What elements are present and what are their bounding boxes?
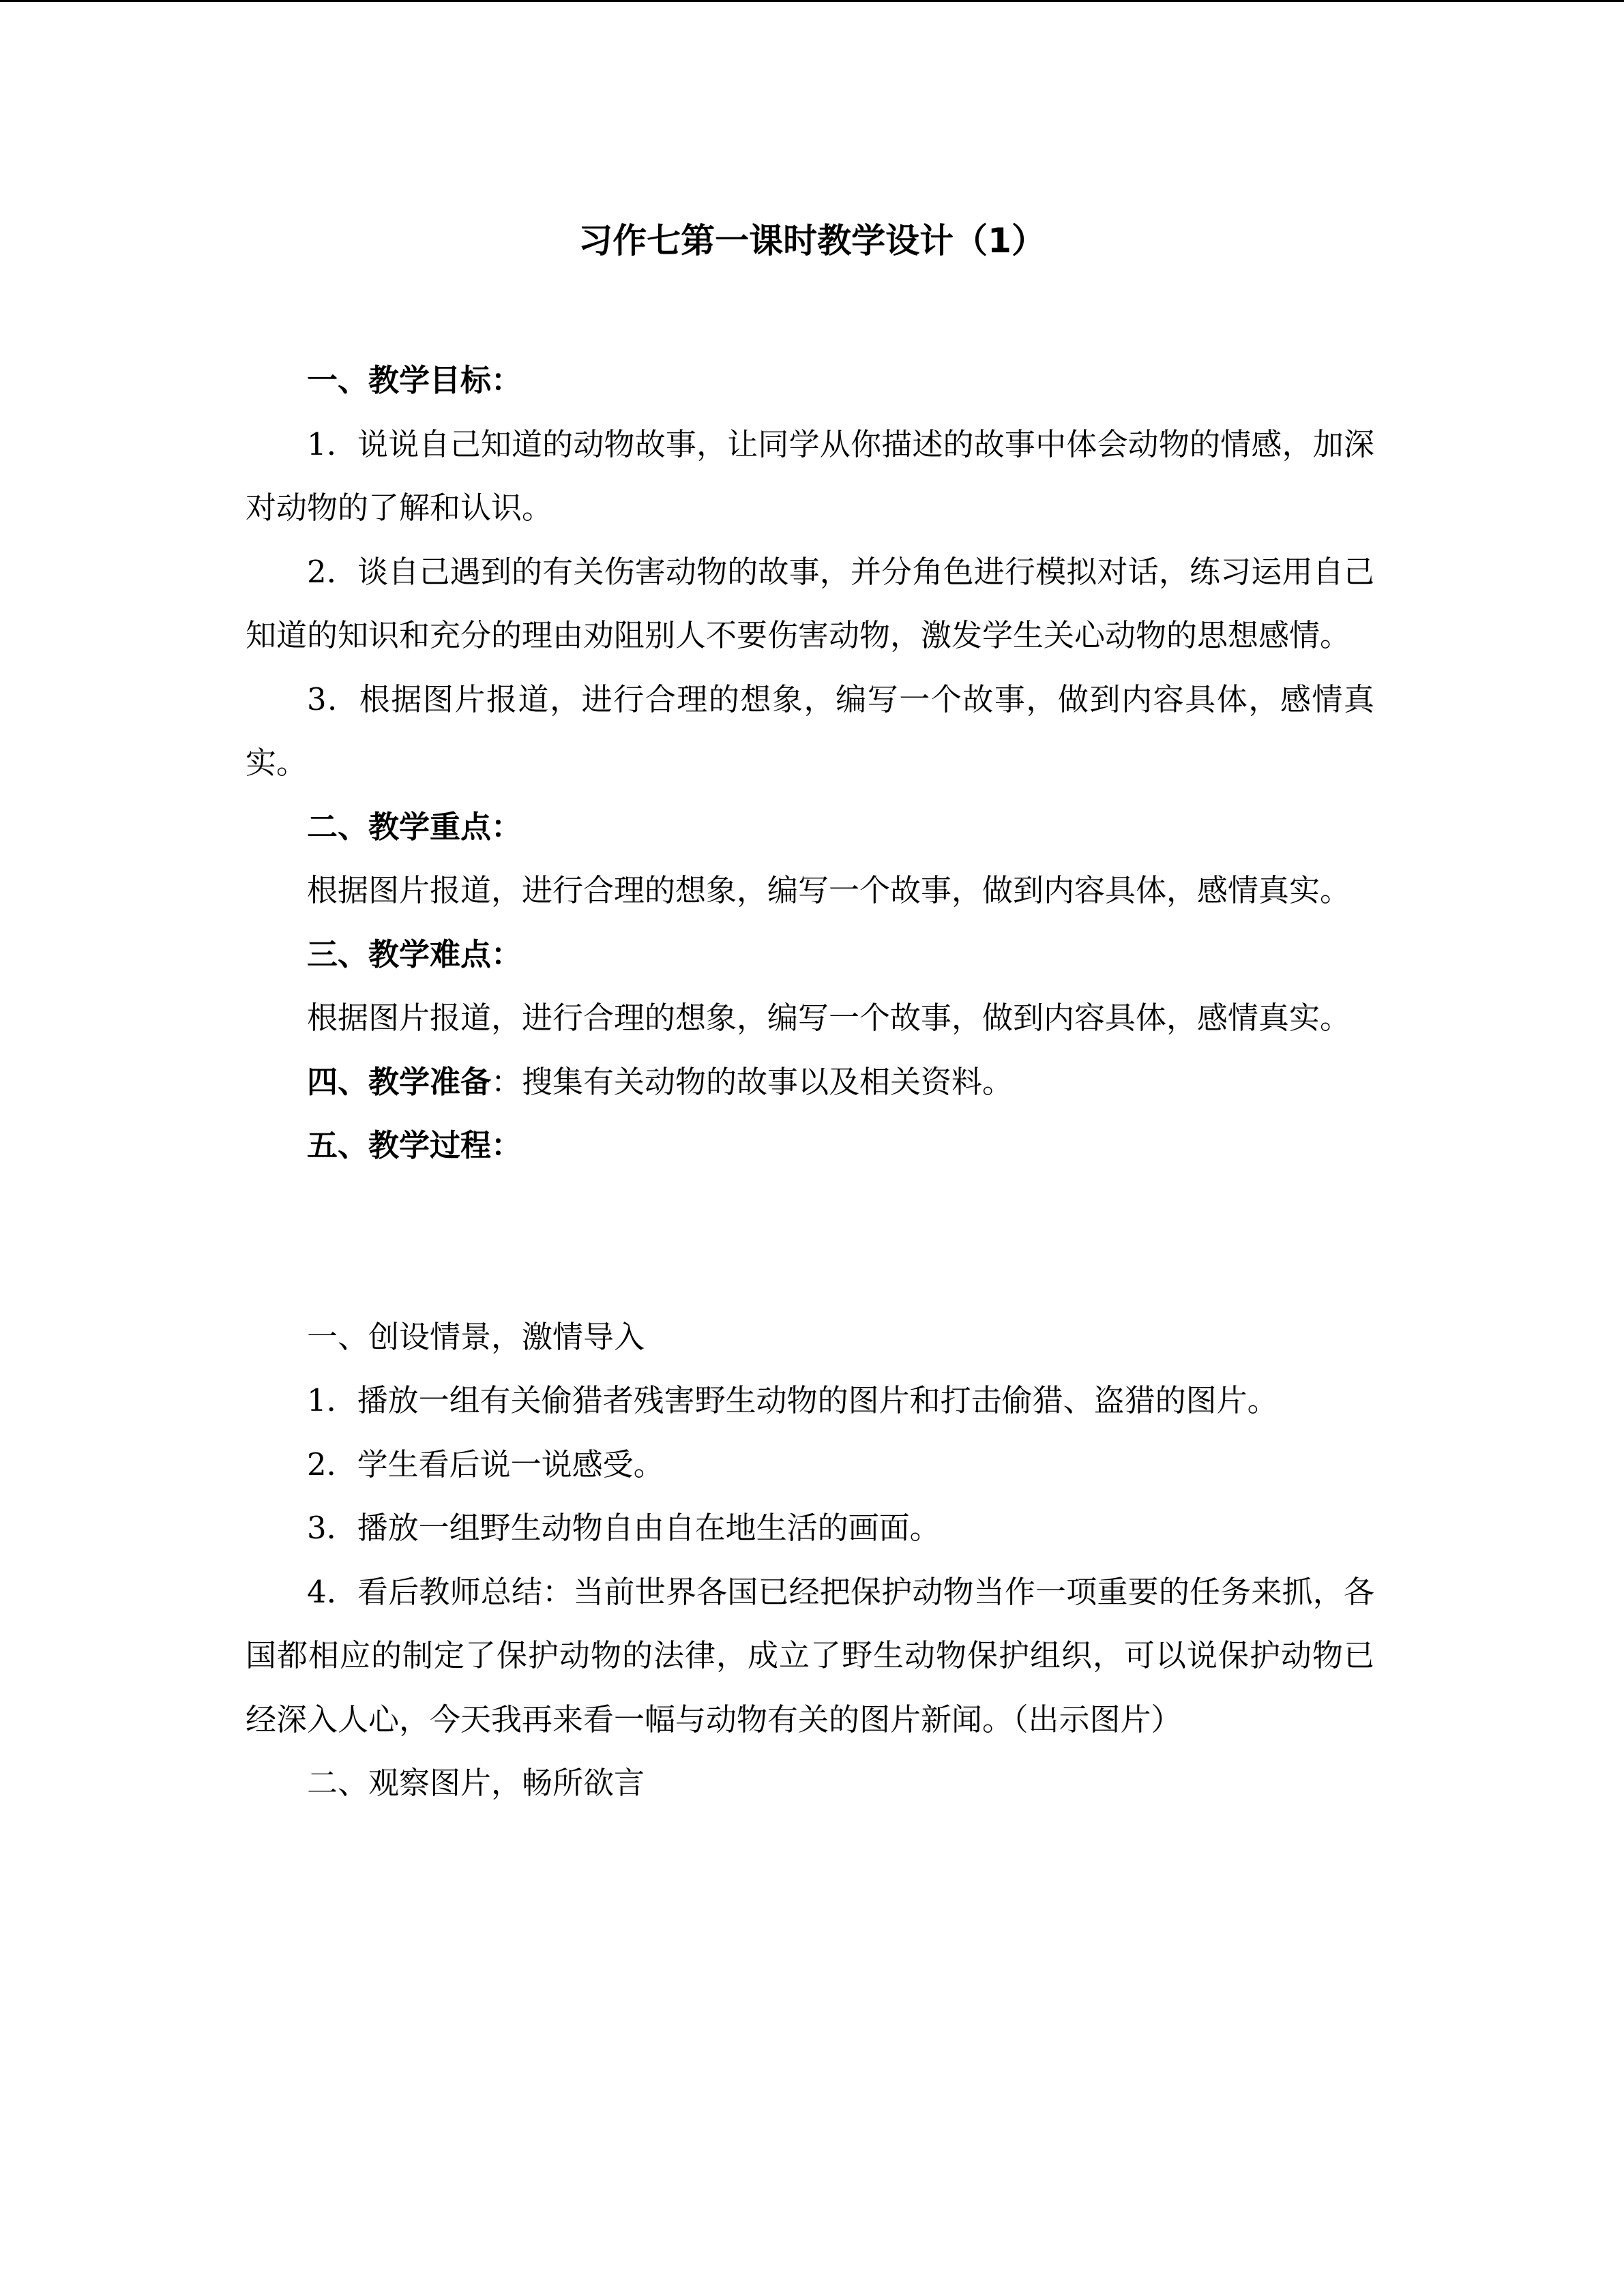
process-heading: 五、教学过程：	[307, 1127, 522, 1163]
section-one-heading: 一、创设情景，激情导入	[307, 1318, 645, 1355]
difficulty-heading: 三、教学难点：	[307, 936, 522, 972]
section-one-item: 1．播放一组有关偷猎者残害野生动物的图片和打击偷猎、盗猎的图片。	[307, 1382, 1278, 1418]
difficulty-text: 根据图片报道，进行合理的想象，编写一个故事，做到内容具体，感情真实。	[307, 1000, 1351, 1036]
goal-item: 2．谈自己遇到的有关伤害动物的故事，并分角色进行模拟对话，练习运用自己知道的知识和充分的理由劝阻别人不要伤害动物，激发学生关心动物的思想感情。	[246, 553, 1374, 653]
blank-space	[246, 1178, 1374, 1305]
document-body	[246, 348, 1374, 1815]
section-two-heading: 二、观察图片，畅所欲言	[307, 1765, 645, 1801]
goal-item: 3．根据图片报道，进行合理的想象，编写一个故事，做到内容具体，感情真实。	[246, 681, 1374, 781]
preparation-text: ：搜集有关动物的故事以及相关资料。	[491, 1063, 1014, 1100]
key-point-heading: 二、教学重点：	[307, 808, 522, 845]
key-point-text: 根据图片报道，进行合理的想象，编写一个故事，做到内容具体，感情真实。	[307, 872, 1351, 908]
section-one-item: 2．学生看后说一说感受。	[307, 1446, 664, 1482]
preparation-paragraph	[246, 1050, 1374, 1114]
section-one-item: 4．看后教师总结：当前世界各国已经把保护动物当作一项重要的任务来抓，各国都相应的制定了保护动物的法律，成立了野生动物保护组织，可以说保护动物已经深入人心，今天我再来看一幅与动物有关的图片新闻。（出示图片）	[246, 1573, 1374, 1738]
page-title: 习作七第一课时教学设计（1）	[578, 221, 1046, 260]
section-one-item: 3．播放一组野生动物自由自在地生活的画面。	[307, 1510, 941, 1546]
preparation-heading: 四、教学准备	[307, 1063, 492, 1100]
goal-item: 1．说说自己知道的动物故事，让同学从你描述的故事中体会动物的情感，加深对动物的了解和认识。	[246, 426, 1374, 526]
goals-heading: 一、教学目标：	[307, 362, 522, 398]
